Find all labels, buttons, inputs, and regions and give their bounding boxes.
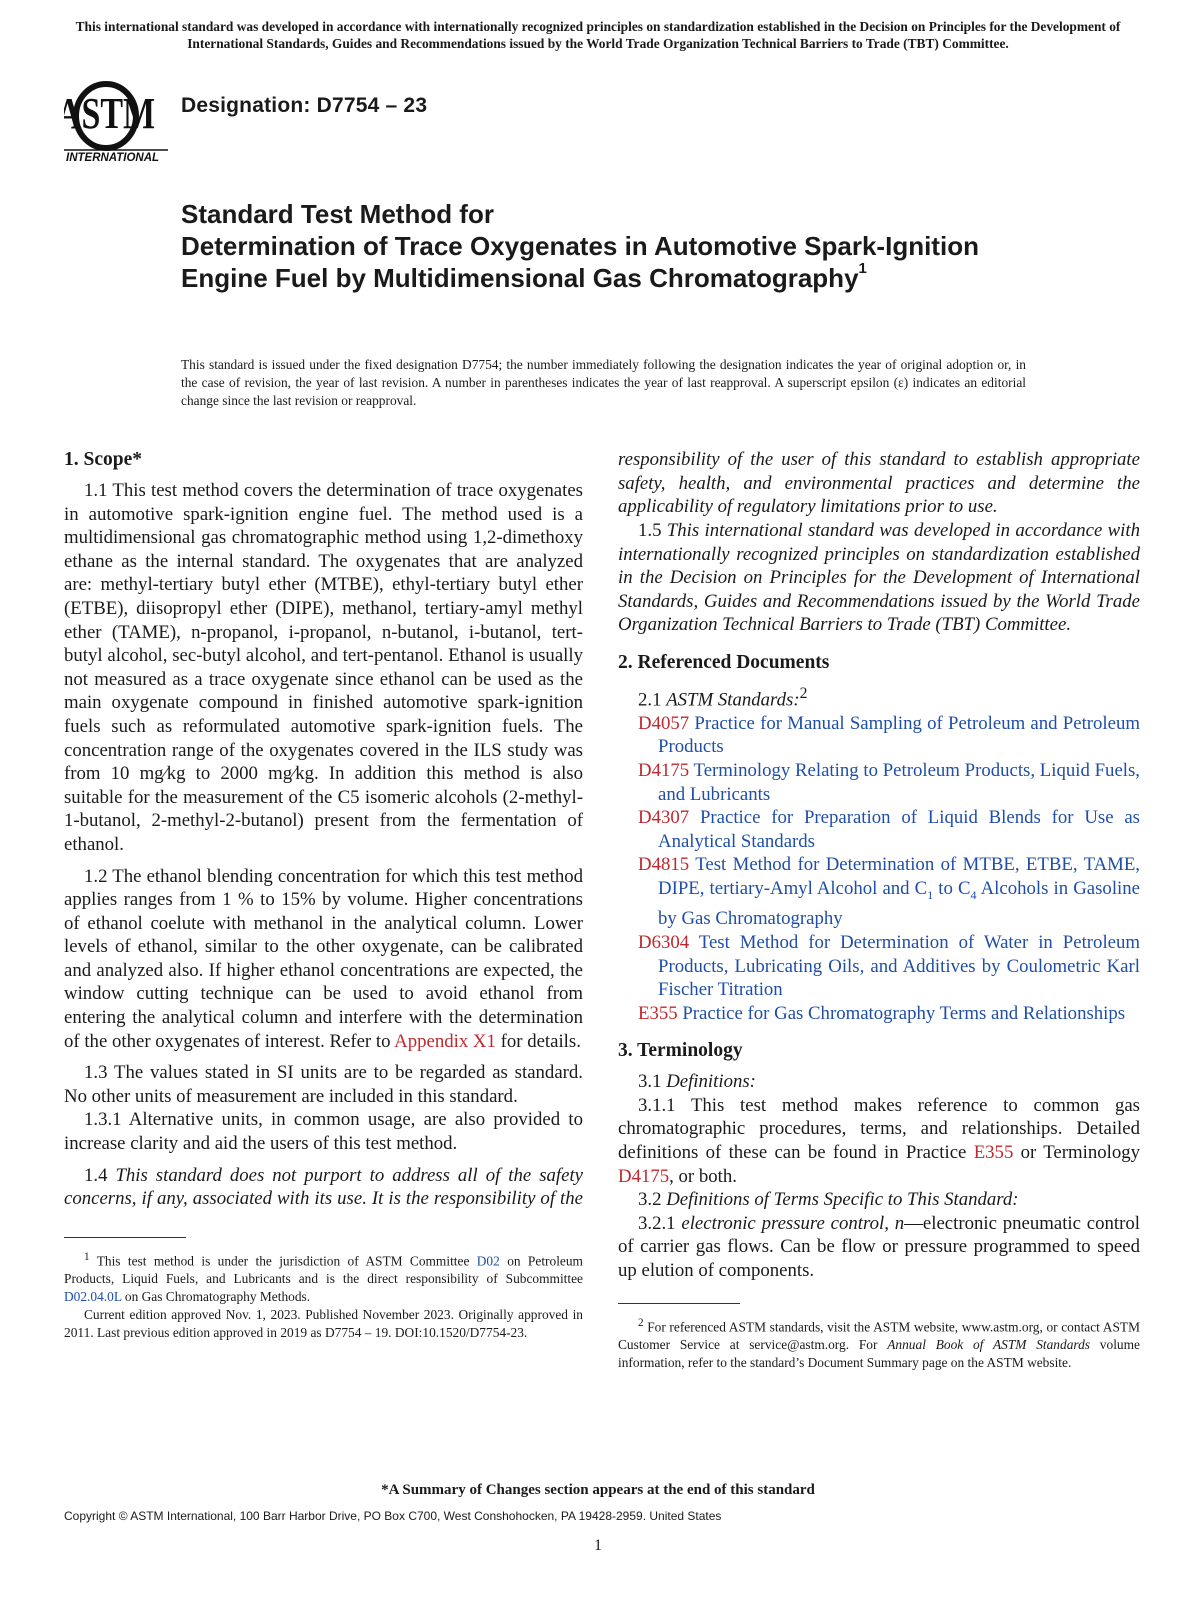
reference-code-link[interactable]: D4057 xyxy=(638,712,690,734)
reference-item xyxy=(618,931,1140,1002)
e355-link[interactable]: E355 xyxy=(973,1142,1014,1164)
reference-code-link[interactable]: D4815 xyxy=(638,854,690,876)
scope-heading: 1. Scope* xyxy=(64,449,142,470)
p3-2-1-text: —electronic pneumatic control of carrier gas flows. Can be flow or pressure programmed to speed up elution of components. xyxy=(618,1212,1140,1282)
appendix-x1-link[interactable]: Appendix X1 xyxy=(394,1030,496,1052)
footnote-1-mark: 1 xyxy=(84,1250,90,1263)
reference-title-link[interactable]: Practice for Manual Sampling of Petroleum and Petroleum Products xyxy=(658,712,1140,758)
ref-sub-2: 4 xyxy=(970,887,977,902)
para-1-5-text: This international standard was developed in accordance with internationally recognized principles on standardization established in the Decision on Principles for the Development of International Standards, Guides and Recommendations issued by the World Trade Organization Technical Barriers to Trade (TBT) Committee. xyxy=(618,520,1140,636)
para-1-2-text: 1.2 The ethanol blending concentration for which this test method applies ranges from 1 % to 15% by volume. Higher concentrations of ethanol coelute with methanol in the analytical column. Lower levels of ethanol, similar to the other oxygenate, can be calibrated and analyzed also. If higher ethanol concentrations are expected, the window cutting technique can be used to avoid ethanol from entering the analytical column and interfere with the determination of the other oxygenates of interest. Refer to xyxy=(64,865,583,1052)
para-1-4-continued xyxy=(618,448,1140,519)
para-3-2 xyxy=(618,1188,1140,1212)
document-title xyxy=(181,198,1061,294)
designation: Designation: D7754 – 23 xyxy=(181,94,428,117)
title-footnote-mark: 1 xyxy=(858,260,867,277)
reference-list xyxy=(618,712,1140,1025)
svg-text:INTERNATIONAL: INTERNATIONAL xyxy=(66,152,160,164)
para-1-2 xyxy=(64,865,583,1054)
tbt-notice: This international standard was developed in accordance with internationally recognized principles on standardization established in the Decision on Principles for the Development of International Standards, Guides and Recommendations issued by the World Trade Organization Technical Barriers to Trade (TBT) Committee. xyxy=(75,19,1121,51)
p3-2-label: Definitions of Terms Specific to This Standard: xyxy=(666,1189,1019,1211)
footnote-1 xyxy=(64,1248,583,1306)
footnote-1-text-b: on Petroleum Products, Liquid Fuels, and Lubricants and is the direct responsibility of Subcommittee xyxy=(64,1253,583,1287)
para-1-1: 1.1 This test method covers the determination of trace oxygenates in automotive spark-ignition engine fuel. The method used is a multidimensional gas chromatographic method using 1,2-dimethoxy ethane as the internal standard. The oxygenates that are analyzed are: methyl-tertiary butyl ether (MTBE), ethyl-tertiary butyl ether (ETBE), diisopropyl ether (DIPE), methanol, tertiary-amyl methyl ether (TAME), n-propanol, i-propanol, n-butanol, i-butanol, tert-butyl alcohol, sec-butyl alcohol, and tert-pentanol. Ethanol is usually not measured as a trace oxygenate since ethanol can be used as the main oxygenate compound in finished automotive spark-ignition fuels such as reformulated automotive spark-ignition fuels. The concentration range of the oxygenates covered in the ILS study was from 10 mg⁄kg to 2000 mg⁄kg. In addition this method is also suitable for the measurement of the C5 isomeric alcohols (2-methyl-1-butanol, 2-methyl-2-butanol) present from the fermentation of ethanol. xyxy=(64,480,583,855)
title-main: Determination of Trace Oxygenates in Automotive Spark-Ignition Engine Fuel by Multidimensional Gas Chromatography xyxy=(181,231,979,293)
reference-code-link[interactable]: D4307 xyxy=(638,807,690,829)
p3-1-1-text-b: or Terminology xyxy=(1020,1142,1141,1164)
summary-of-changes-note: *A Summary of Changes section appears at the end of this standard xyxy=(381,1482,815,1498)
footnote-2-mark: 2 xyxy=(638,1316,644,1329)
reference-title-link[interactable]: Test Method for Determination of Water in Petroleum Products, Lubricating Oils, and Additives by Coulometric Karl Fischer Titration xyxy=(658,931,1141,1001)
p3-1-1-text: 3.1.1 This test method makes reference to common gas chromatographic procedures, terms, and relationships. Detailed definitions of these can be found in Practice xyxy=(618,1094,1140,1164)
reference-item xyxy=(618,806,1140,853)
footnote-1-text-c: on Gas Chromatography Methods. xyxy=(124,1289,311,1305)
reference-title-link[interactable]: Terminology Relating to Petroleum Products, Liquid Fuels, and Lubricants xyxy=(658,760,1140,805)
para-1-4-tail: responsibility of the user of this standard to establish appropriate safety, health, and environmental practices and determine the applicability of regulatory limitations prior to use. xyxy=(618,449,1140,518)
title-line-1: Standard Test Method for xyxy=(181,199,494,229)
reference-item xyxy=(618,853,1140,931)
para-3-1 xyxy=(618,1070,1140,1094)
p3-1-label: Definitions: xyxy=(666,1071,756,1093)
reference-item xyxy=(618,759,1140,806)
reference-title-link[interactable]: Practice for Gas Chromatography Terms and Relationships xyxy=(682,1002,1126,1024)
issue-note: This standard is issued under the fixed designation D7754; the number immediately following the designation indicates the year of original adoption or, in the case of revision, the year of last revision. A number in parentheses indicates the year of last reapproval. A superscript epsilon (ε) indicates an editorial change since the last revision or reapproval. xyxy=(181,357,1026,408)
ref-text-c: Alcohols in Gasoline by Gas Chromatography xyxy=(658,877,1140,930)
para-1-5 xyxy=(618,519,1140,637)
p3-2-num: 3.2 xyxy=(638,1189,662,1211)
reference-title-link[interactable]: Practice for Preparation of Liquid Blends for Use as Analytical Standards xyxy=(658,807,1140,852)
astm-logo xyxy=(64,80,170,164)
ref-text-b: to C xyxy=(933,877,971,899)
svg-text:ASTM: ASTM xyxy=(64,88,156,139)
sub-label: ASTM Standards: xyxy=(666,689,800,711)
p3-1-num: 3.1 xyxy=(638,1071,662,1093)
reference-code-link[interactable]: D6304 xyxy=(638,931,690,953)
page-number: 1 xyxy=(594,1537,602,1554)
ref-text-a: Test Method for Determination of MTBE, ETBE, TAME, DIPE, tertiary-Amyl Alcohol and C xyxy=(658,854,1141,899)
p3-2-1-num: 3.2.1 xyxy=(638,1212,676,1234)
copyright: Copyright © ASTM International, 100 Barr Harbor Drive, PO Box C700, West Conshohocken, PA 19428-2959. United States xyxy=(64,1509,722,1523)
para-1-5-num: 1.5 xyxy=(638,520,662,541)
ref-sub-1: 1 xyxy=(927,887,934,902)
d4175-link[interactable]: D4175 xyxy=(618,1165,670,1187)
footnote-divider xyxy=(64,1237,186,1238)
reference-item xyxy=(618,712,1140,759)
sub-mark: 2 xyxy=(799,684,808,702)
left-column xyxy=(64,448,583,1342)
footnote-2 xyxy=(618,1314,1140,1372)
reference-title-link[interactable] xyxy=(658,854,1140,929)
footnote-2-text: For referenced ASTM standards, visit the ASTM website, www.astm.org, or contact ASTM Customer Service at service@astm.org. For xyxy=(618,1319,1140,1353)
sub-num: 2.1 xyxy=(638,689,662,711)
astm-logo-graphic xyxy=(64,80,170,164)
para-1-4-text: This standard does not purport to address all of the safety concerns, if any, associated with its use. It is the responsibility of the xyxy=(64,1164,583,1210)
reference-item xyxy=(618,1002,1140,1026)
d02-04-0l-link[interactable]: D02.04.0L xyxy=(64,1289,122,1305)
reference-code-link[interactable]: E355 xyxy=(638,1002,678,1024)
para-1-2-tail: for details. xyxy=(500,1030,581,1052)
p3-2-1-term: electronic pressure control, n xyxy=(681,1212,905,1234)
footnote-divider-right xyxy=(618,1303,740,1304)
reference-code-link[interactable]: D4175 xyxy=(638,760,690,782)
astm-standards-subheading xyxy=(618,682,1140,712)
para-1-3-1: 1.3.1 Alternative units, in common usage, are also provided to increase clarity and aid the users of this test method. xyxy=(64,1109,583,1155)
para-3-2-1 xyxy=(618,1212,1140,1283)
para-1-4-num: 1.4 xyxy=(84,1164,108,1186)
p3-1-1-text-c: , or both. xyxy=(669,1165,737,1187)
terminology-heading: 3. Terminology xyxy=(618,1040,743,1062)
footnote-2-italic: Annual Book of ASTM Standards xyxy=(887,1337,1091,1353)
title-line-2 xyxy=(181,230,1061,294)
right-column xyxy=(618,448,1140,1372)
footnote-1-edition: Current edition approved Nov. 1, 2023. Published November 2023. Originally approved in 2011. Last previous edition approved in 2019 as D7754 – 19. DOI:10.1520/D7754-23. xyxy=(64,1307,583,1341)
para-1-3: 1.3 The values stated in SI units are to be regarded as standard. No other units of measurement are included in this standard. xyxy=(64,1062,583,1107)
d02-link[interactable]: D02 xyxy=(476,1253,500,1269)
referenced-documents-heading: 2. Referenced Documents xyxy=(618,651,830,673)
footnote-2-text-b: volume information, refer to the standard’s Document Summary page on the ASTM website. xyxy=(618,1337,1140,1371)
para-1-4 xyxy=(64,1164,583,1211)
para-3-1-1 xyxy=(618,1094,1140,1188)
footnote-1-text: This test method is under the jurisdiction of ASTM Committee xyxy=(96,1253,470,1269)
